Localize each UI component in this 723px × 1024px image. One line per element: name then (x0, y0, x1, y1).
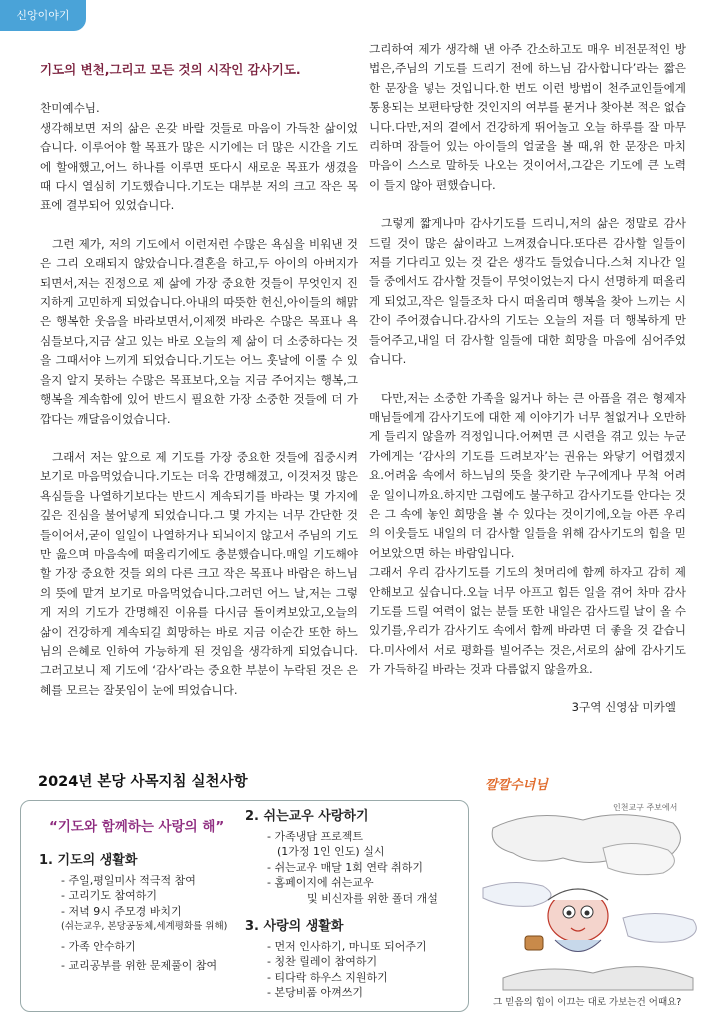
list-item: - 고리기도 참여하기 (61, 889, 157, 902)
plan-slogan: “기도와 함께하는 사랑의 해” (49, 819, 225, 835)
plan-group-prayer (39, 853, 227, 974)
cartoon-title: 깔깔수녀님 (485, 778, 548, 793)
paragraph: 그리하여 제가 생각해 낸 아주 간소하고도 매우 비전문적인 방법은,주님의 기도를 드리기 전에 하느님 감사합니다’라는 짧은 한 문장을 넣는 것입니다.한 번도 이런 방법이 천주교인들에게 통용되는 보편타당한 것인지의 여부를 묻거나 찾아본 적은 없습니다.다만,저의 곁에서 건강하게 뛰어놀고 오늘 하루를 잘 마무리하며 잠들어 있는 아이들의 얼굴을 볼 때,위 한 문장은 마치 마음이 스스로 말하듯 나오는 것이어서,그같은 기도에 큰 노력이 들지 않아 편했습니다. (369, 42, 686, 192)
list-item: - 홈페이지에 쉬는교우 (267, 876, 374, 889)
plan-title: 2024년 본당 사목지침 실천사항 (38, 774, 248, 790)
plan-box (20, 800, 469, 1012)
group-heading: 3. 사랑의 생활화 (245, 919, 344, 934)
list-item: - 칭찬 릴레이 참여하기 (267, 955, 378, 968)
cartoon-credit: 인천교구 주보에서 (613, 803, 678, 812)
list-item: - 가족 안수하기 (61, 939, 136, 953)
paragraph: 그래서 우리 감사기도를 기도의 첫머리에 함께 하자고 감히 제안해보고 싶습니다.오늘 너무 아프고 힘든 일을 겪어 차마 감사기도를 드릴 여력이 없는 분들 또한 내일은 감사드릴 날이 올 수 있기를,우리가 감사기도 속에서 함께 바라면 더 좋을 것 같습니다.미사에서 서로 평화를 빌어주는 것은,서로의 삶에 감사기도가 가득하길 바라는 것과 다름없지 않을까요. (369, 565, 686, 677)
paragraph: 그래서 저는 앞으로 제 기도를 가장 중요한 것들에 집중시켜 보기로 마음먹었습니다.기도는 더욱 간명해졌고, 이것저것 많은 욕심들을 나열하기보다는 반드시 계속되기를 바라는 몇 가지에 깊은 진심을 불어넣게 되었습니다.그 몇 가지는 너무 간단한 것들이어서,굳이 일일이 나열하거나 되뇌이지 않고서 주님의 기도만 읊으며 마음속에 떠올리기에도 충분했습니다.매일 기도해야 할 가장 중요한 것들 외의 다른 크고 작은 목표나 바람은 하느님의 뜻에 맡겨 보기로 마음먹었습니다.그러던 어느 날,저는 그렇게 저의 기도가 간명해진 이유를 다시금 돌이켜보았고,오늘의 삶이 건강하게 계속되길 희망하는 바로 지금 이순간 또한 하느님의 은혜로 인하여 가능하게 된 것임을 생각하게 되었습니다.그러고보니 제 기도에 ‘감사’라는 중요한 부분이 누락된 것은 은혜를 모르는 잘못임이 눈에 띄었습니다. (40, 449, 358, 697)
plan-group-lapsed (245, 809, 438, 906)
list-item: - 먼저 인사하기, 마니또 되어주기 (267, 939, 427, 953)
paragraph: 생각해보면 저의 삶은 온갖 바랄 것들로 마음이 가득찬 삶이었습니다. 이루어야 할 목표가 많은 시기에는 더 많은 시간을 기도에 할애했고,어느 하나를 이루면 또다시 새로운 목표가 생겼을 때 다시 열심히 기도했습니다.기도는 대부분 저의 크고 작은 목표에 결부되어 있었습니다. (40, 120, 358, 213)
list-item: - 저녁 9시 주모경 바치기 (61, 904, 182, 918)
article-title: 기도의 변천,그리고 모든 것의 시작인 감사기도. (40, 62, 301, 77)
paragraph: 그런 제가, 저의 기도에서 이런저런 수많은 욕심을 비워낸 것은 그리 오래되지 않았습니다.결혼을 하고,두 아이의 아버지가 되면서,저는 진정으로 제 삶에 가장 중요한 것들이 무엇인지 진지하게 고민하게 되었습니다.아내의 따뜻한 헌신,아이들의 해맑은 행복한 웃음을 바라보면서,이제껏 바라온 수많은 목표나 욕심들보다,지금 살고 있는 바로 오늘의 제 삶이 더 소중하다는 것을 그때서야 느끼게 되었습니다.기도는 어느 훗날에 이룰 수 있을지 알지 못하는 수많은 목표보다,오늘 지금 주어지는 행복,그 행복을 계속함에 있어 반드시 필요한 가장 소중한 것들에 더 가깝다는 깨달음이었습니다. (40, 236, 358, 426)
article-right-column (369, 40, 686, 717)
cartoon-caption: 그 믿음의 힘이 이끄는 대로 가보는건 어때요? (493, 997, 682, 1008)
list-item: (1가정 1인 인도) 실시 (277, 845, 385, 858)
list-item: - 가족냉담 프로젝트 (267, 829, 363, 843)
list-note: (쉬는교우, 본당공동체,세계평화를 위해) (61, 921, 228, 932)
plan-group-love (245, 919, 427, 1001)
list-item: - 쉬는교우 매달 1회 연락 취하기 (267, 860, 423, 874)
list-item: - 교리공부를 위한 문제풀이 참여 (61, 959, 218, 972)
cartoon-illustration (473, 768, 705, 1018)
section-tag: 신앙이야기 (0, 0, 86, 31)
list-item: - 티다락 하우스 지원하기 (267, 970, 388, 984)
paragraph: 찬미예수님. (40, 101, 100, 116)
group-heading: 2. 쉬는교우 사랑하기 (245, 809, 369, 824)
list-item: - 본당비품 아껴쓰기 (267, 986, 363, 999)
list-item: - 주일,평일미사 적극적 참여 (61, 873, 196, 887)
group-heading: 1. 기도의 생활화 (39, 853, 138, 868)
article-left-column (40, 60, 358, 700)
paragraph: 다만,저는 소중한 가족을 잃거나 하는 큰 아픔을 겪은 형제자매님들에게 감사기도에 대한 제 이야기가 너무 철없거나 오만하게 들리지 않을까 걱정입니다.어쩌면 큰 시련을 겪고 있는 누군가에게는 ‘감사의 기도를 드려보자’는 권유는 와닿기 어렵겠지요.어려움 속에서 하느님의 뜻을 찾기란 누구에게나 무척 어려운 일이니까요.하지만 그럼에도 불구하고 감사기도를 안다는 것은 그 속에 놓인 희망을 볼 수 있다는 것이기에,오늘 아픈 우리의 이웃들도 내일의 더 감사할 일들을 위해 감사기도의 힘을 믿어보았으면 하는 바람입니다. (369, 390, 686, 560)
list-item: 및 비신자를 위한 폴더 개설 (307, 891, 438, 905)
paragraph: 그렇게 짧게나마 감사기도를 드리니,저의 삶은 정말로 감사드릴 것이 많은 삶이라고 느껴졌습니다.또다른 감사할 일들이 저를 기다리고 있는 것 같은 생각도 들었습니다.스쳐 지나간 일들 중에서도 감사할 것들이 무엇이었는지 다시 선명하게 떠올리게 되었고,작은 일들조차 다시 떠올리며 행복을 찾아 느끼는 시간이 주어졌습니다.감사의 기도는 오늘의 저를 더 행복하게 만들어주고,내일 더 감사할 일들에 대한 희망을 마음에 심어주었습니다. (369, 216, 686, 367)
signature: 3구역 신영삼 미카엘 (571, 699, 676, 714)
